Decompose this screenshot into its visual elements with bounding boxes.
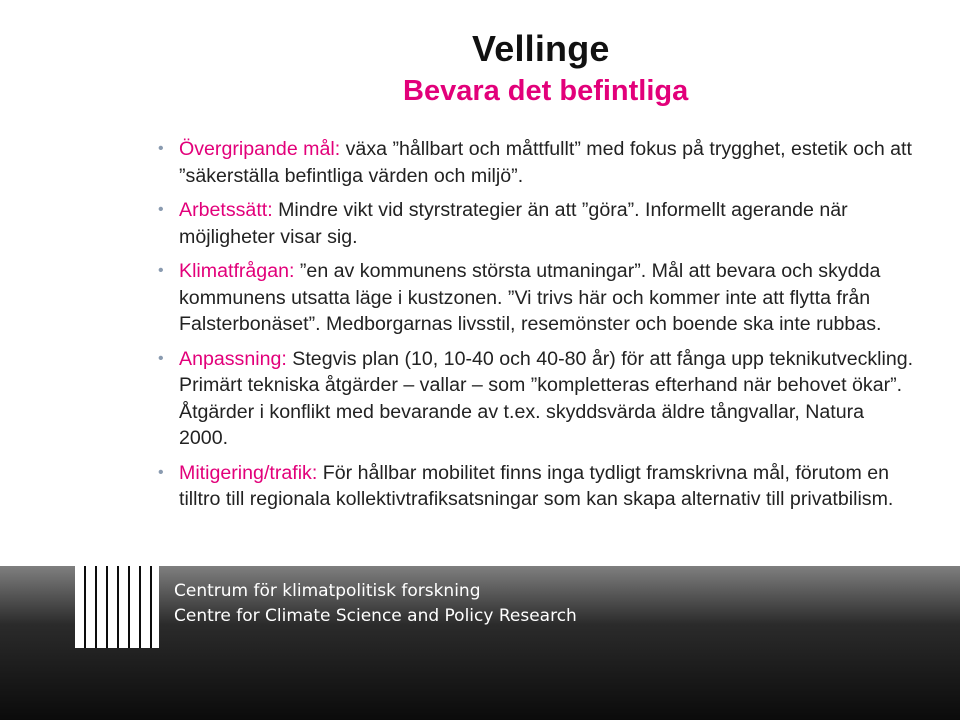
slide-title: Vellinge xyxy=(472,28,610,69)
bullet-text: Mindre vikt vid styrstrategier än att ”göra”. Informellt agerande när möjligheter visar sig. xyxy=(179,199,848,248)
bullet-label: Anpassning: xyxy=(179,347,287,370)
bullet-list xyxy=(156,136,916,521)
bullet-item xyxy=(156,258,916,338)
left-margin xyxy=(0,0,150,560)
slide-subtitle: Bevara det befintliga xyxy=(403,75,689,107)
bullet-text: ”en av kommunens största utmaningar”. Mål att bevara och skydda kommunens utsatta läge i kustzonen. ”Vi trivs här och kommer inte att flytta från Falsterbonäset”. Medborgarnas livsstil, resemönster och boende ska inte rubbas. xyxy=(179,260,882,335)
bullet-item xyxy=(156,346,916,452)
footer-org-swedish: Centrum för klimatpolitisk forskning xyxy=(174,581,481,601)
bullet-text: växa ”hållbart och måttfullt” med fokus på trygghet, estetik och att ”säkerställa befintliga värden och miljö”. xyxy=(179,138,912,187)
bullet-text: För hållbar mobilitet finns inga tydligt framskrivna mål, förutom en tilltro till regionala kollektivtrafiksatsningar som kan skapa alternativ till privatbilism. xyxy=(179,461,894,510)
bullet-item xyxy=(156,460,916,513)
footer-org-english: Centre for Climate Science and Policy Research xyxy=(174,606,577,626)
bullet-item xyxy=(156,197,916,250)
bullet-label: Arbetssätt: xyxy=(179,199,273,221)
bullet-item xyxy=(156,136,916,189)
bullet-label: Övergripande mål: xyxy=(179,138,341,160)
barcode-logo-icon xyxy=(75,566,159,648)
bullet-label: Klimatfrågan: xyxy=(179,260,295,282)
footer-banner xyxy=(0,566,960,720)
bullet-text: Stegvis plan (10, 10-40 och 40-80 år) för att fånga upp teknikutveckling. Primärt tekniska åtgärder – vallar – som ”kompletteras efterhand när behovet ökar”. Åtgärder i konflikt med bevarande av t.ex. skyddsvärda äldre tångvallar, Natura 2000. xyxy=(179,347,914,449)
bullet-label: Mitigering/trafik: xyxy=(179,461,318,484)
